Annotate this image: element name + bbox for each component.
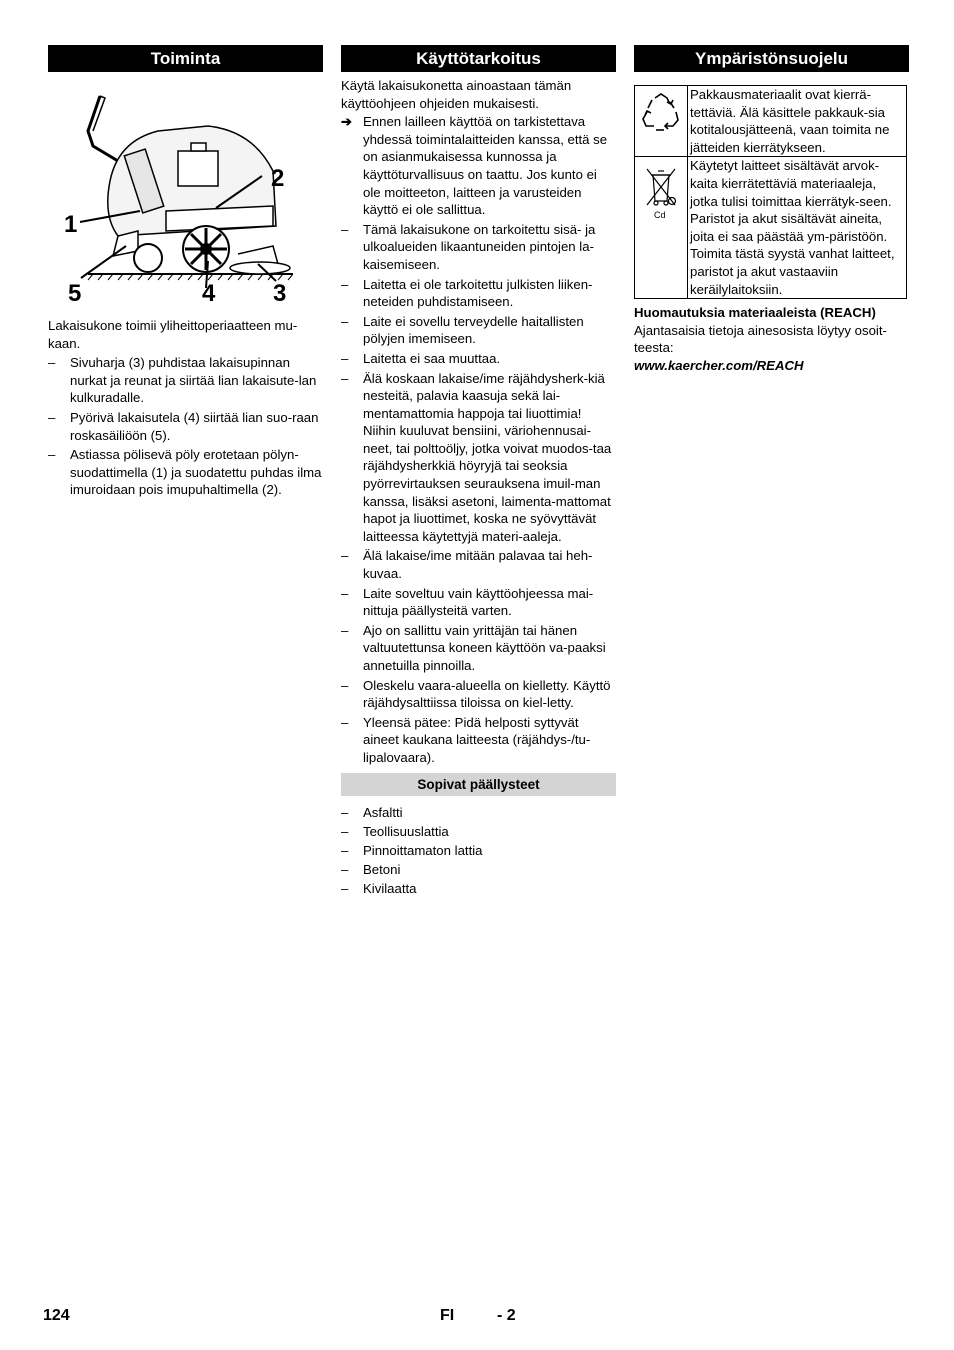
recycle-icon <box>638 90 684 136</box>
page-sub: - 2 <box>497 1307 516 1324</box>
arrow-item-text: Ennen lailleen käyttöä on tarkistettava yhdessä toimintalaitteiden kanssa, että se on asianmukaisessa kunnossa ja käyttöturvallisuus on taattu. Jos kunto ei ole moitteeton, laitteen ja varusteiden käyttö ei ole sallittua. <box>363 114 608 218</box>
arrow-list-item <box>341 113 616 219</box>
list-item: – Astiassa pölisevä pöly erotetaan pölyn-suodattimella (1) ja suodatettu puhdas ilma imuroidaan pois imupuhaltimella (2). <box>48 446 323 499</box>
toiminta-list <box>48 354 323 499</box>
callout-label-2: 2 <box>271 165 285 192</box>
section-title-toiminta: Toiminta <box>48 45 323 72</box>
toiminta-intro: Lakaisukone toimii yliheittoperiaatteen mu-kaan. <box>48 318 298 351</box>
list-item: – Sivuharja (3) puhdistaa lakaisupinnan nurkat ja reunat ja siirtää lian lakaisute-lan kulkuradalle. <box>48 354 323 407</box>
list-item: – Ajo on sallittu vain yrittäjän tai hänen valtuutettunsa koneen käyttöön va-paaksi annetuilla pinnoilla. <box>341 622 616 675</box>
list-item: – Betoni <box>341 861 616 879</box>
section-title-kayttotarkoitus: Käyttötarkoitus <box>341 45 616 72</box>
list-item: – Pyörivä lakaisutela (4) siirtää lian suo-raan roskasäiliöön (5). <box>48 409 323 444</box>
recycling-text: Pakkausmateriaalit ovat kierrä-tettäviä. Älä käsittele pakkauk-sia kotitalousjätteenä, vaan toimita ne jätteiden kierrätykseen. <box>688 86 907 157</box>
kayttotarkoitus-intro: Käytä lakaisukonetta ainoastaan tämän käyttöohjeen ohjeiden mukaisesti. <box>341 78 572 111</box>
disposal-text: Käytetyt laitteet sisältävät arvok-kaita kierrätettäviä materiaaleja, jotka tulisi toimittaa kierrätyk-seen. Paristot ja akut sisältävät aineita, joita ei saa päästää ym-päristöön. Toimita tästä syystä vanhat laitteet, paristot ja akut vastaaviin keräilylaitoksiin. <box>688 157 907 299</box>
sweeper-illustration <box>48 86 323 301</box>
reach-text: Ajantasaisia tietoja ainesosista löytyy osoit-teesta: <box>634 322 887 356</box>
list-item: – Laite soveltuu vain käyttöohjeessa mai-nittuja päällysteitä varten. <box>341 585 616 620</box>
icon-cell <box>635 157 688 299</box>
list-item: – Kivilaatta <box>341 880 616 898</box>
list-item: – Pinnoittamaton lattia <box>341 842 616 860</box>
column-toiminta <box>48 45 323 499</box>
reach-title: Huomautuksia materiaaleista (REACH) <box>634 305 876 321</box>
sweeper-diagram <box>48 86 323 301</box>
table-row <box>635 157 907 299</box>
list-item: – Laitetta ei ole tarkoitettu julkisten liiken-neteiden puhdistamiseen. <box>341 276 616 311</box>
callout-label-3: 3 <box>273 280 287 301</box>
column-kayttotarkoitus <box>341 45 616 898</box>
language-code: FI <box>440 1307 455 1324</box>
subsection-title-surfaces: Sopivat päällysteet <box>341 773 616 796</box>
surfaces-list <box>341 804 616 898</box>
reach-link[interactable]: www.kaercher.com/REACH <box>634 357 804 373</box>
column-ymparisto <box>634 45 909 375</box>
list-item: – Oleskelu vaara-alueella on kielletty. Käyttö räjähdysalttiissa tiloissa on kiel-letty. <box>341 677 616 712</box>
page-number: 124 <box>43 1307 70 1324</box>
crossed-bin-icon <box>641 161 681 221</box>
list-item: – Älä koskaan lakaise/ime räjähdysherk-kiä nesteitä, palavia kaasuja sekä lai-mentamattomia happoja tai liuottimia! Niihin kuuluvat bensiini, väriohennusai-neet, tai polttoöljy, jotka voivat muodos-taa räjähdysherkkiä höyryjä tai seoksia pyörrevirtauksen seurauksena imuil-man kanssa, lisäksi asetoni, laimenta-mattomat hapot ja liuottimet, koska ne syövyttävät laitteessa käytettyjä materi-aaleja. <box>341 370 616 546</box>
list-item: – Älä lakaise/ime mitään palavaa tai heh-kuvaa. <box>341 547 616 582</box>
kayttotarkoitus-list <box>341 221 616 767</box>
callout-label-5: 5 <box>68 280 82 301</box>
callout-label-1: 1 <box>64 211 78 238</box>
list-item: – Asfaltti <box>341 804 616 822</box>
list-item: – Tämä lakaisukone on tarkoitettu sisä- ja ulkoalueiden likaantuneiden pintojen la-kaisemiseen. <box>341 221 616 274</box>
icon-cell <box>635 86 688 157</box>
list-item: – Teollisuuslattia <box>341 823 616 841</box>
callout-label-4: 4 <box>202 280 216 301</box>
list-item: – Yleensä pätee: Pidä helposti syttyvät aineet kaukana laitteesta (räjähdys-/tu-lipalovaara). <box>341 714 616 767</box>
table-row <box>635 86 907 157</box>
cd-label: Cd <box>654 210 666 221</box>
list-item: – Laitetta ei saa muuttaa. <box>341 350 616 368</box>
environment-table <box>634 85 907 299</box>
list-item: – Laite ei sovellu terveydelle haitallisten pölyjen imemiseen. <box>341 313 616 348</box>
arrow-right-icon: ➔ <box>341 114 353 130</box>
section-title-ymparisto: Ympäristönsuojelu <box>634 45 909 72</box>
